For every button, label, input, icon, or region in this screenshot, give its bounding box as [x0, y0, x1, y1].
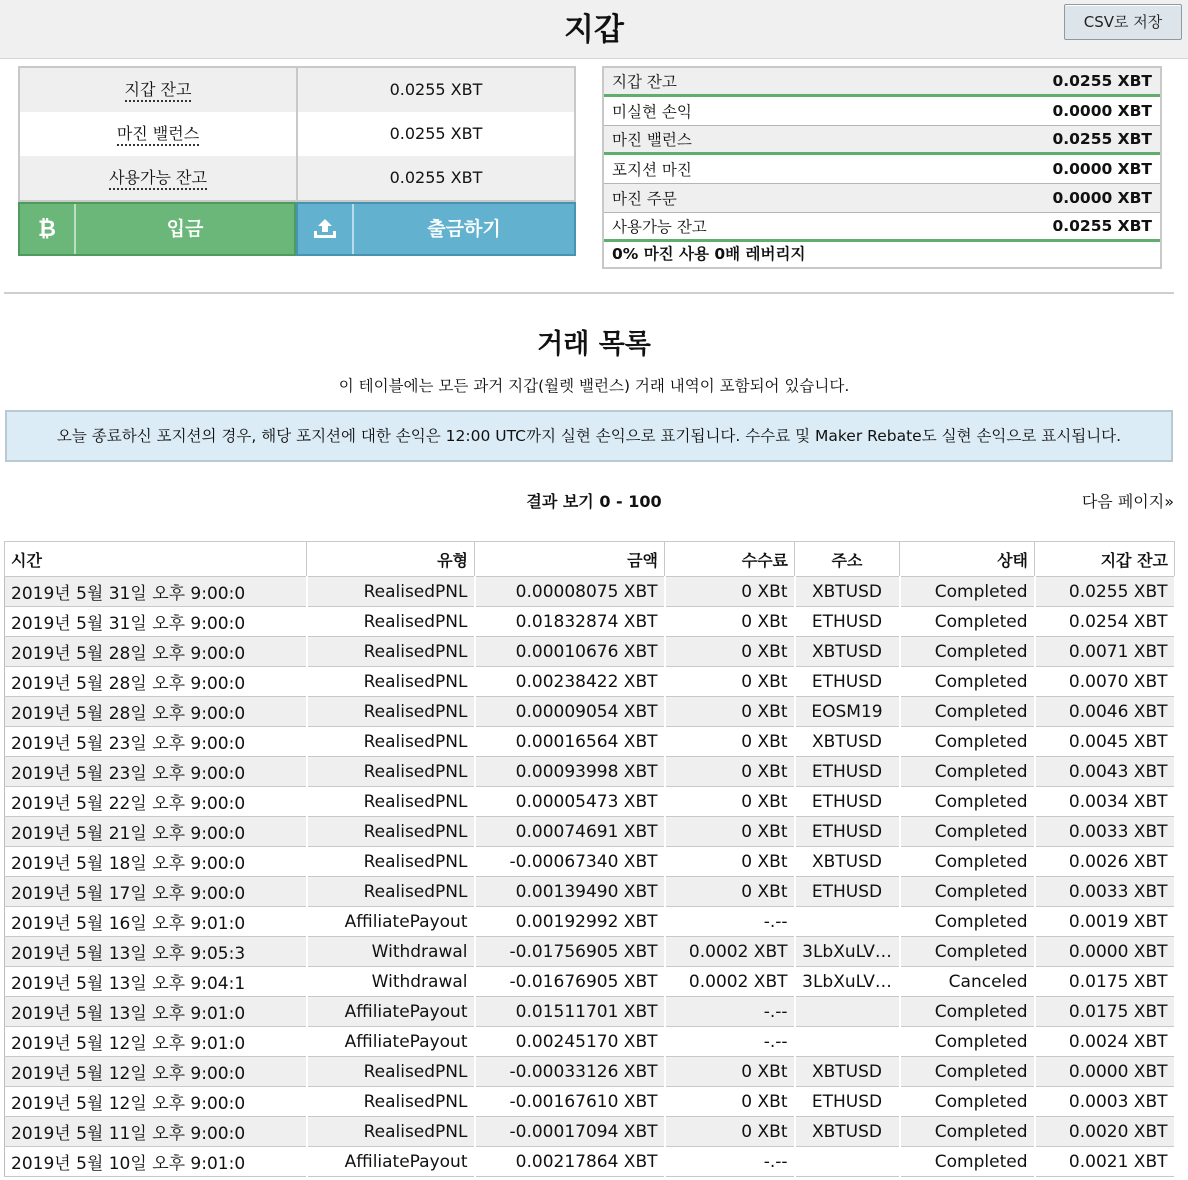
cell-status: Completed: [900, 937, 1035, 967]
cell-time: 2019년 5월 28일 오후 9:00:0: [5, 637, 307, 667]
bitcoin-icon: ₿: [20, 204, 76, 254]
balance-row: [20, 112, 574, 156]
balance-row: [20, 156, 574, 200]
cell-wallet-balance: 0.0033 XBT: [1035, 817, 1175, 847]
cell-type: RealisedPNL: [307, 817, 475, 847]
table-row: [5, 877, 1175, 907]
cell-address: [795, 997, 900, 1027]
cell-type: RealisedPNL: [307, 787, 475, 817]
balance-value: 0.0255 XBT: [389, 80, 483, 99]
summary-label: 미실현 손익: [612, 103, 692, 121]
info-notice: 오늘 종료하신 포지션의 경우, 해당 포지션에 대한 손익은 12:00 UTC까지 실현 손익으로 표기됩니다. 수수료 및 Maker Rebate도 실현 손익으로 표시됩니다.: [5, 410, 1173, 462]
cell-amount: 0.00217864 XBT: [475, 1147, 665, 1177]
table-row: [5, 1147, 1175, 1177]
cell-amount: 0.00010676 XBT: [475, 637, 665, 667]
margin-usage-text: 0% 마진 사용 0배 레버리지: [612, 245, 806, 263]
cell-wallet-balance: 0.0046 XBT: [1035, 697, 1175, 727]
cell-address: XBTUSD: [795, 1117, 900, 1147]
cell-address: ETHUSD: [795, 1087, 900, 1117]
cell-fee: 0 XBt: [665, 727, 795, 757]
cell-fee: 0 XBt: [665, 787, 795, 817]
cell-time: 2019년 5월 16일 오후 9:01:0: [5, 907, 307, 937]
table-row: [5, 577, 1175, 607]
cell-type: RealisedPNL: [307, 697, 475, 727]
cell-time: 2019년 5월 13일 오후 9:05:3: [5, 937, 307, 967]
cell-address: ETHUSD: [795, 607, 900, 637]
column-header-status[interactable]: 상태: [900, 542, 1035, 577]
cell-wallet-balance: 0.0254 XBT: [1035, 607, 1175, 637]
table-row: [5, 907, 1175, 937]
balance-value: 0.0255 XBT: [389, 124, 483, 143]
column-header-wallet-balance[interactable]: 지갑 잔고: [1035, 542, 1175, 577]
summary-row: [604, 155, 1160, 184]
summary-value: 0.0000 XBT: [1052, 189, 1152, 207]
cell-status: Completed: [900, 667, 1035, 697]
cell-status: Completed: [900, 1087, 1035, 1117]
cell-time: 2019년 5월 28일 오후 9:00:0: [5, 697, 307, 727]
cell-amount: 0.00093998 XBT: [475, 757, 665, 787]
cell-wallet-balance: 0.0043 XBT: [1035, 757, 1175, 787]
table-row: [5, 997, 1175, 1027]
cell-wallet-balance: 0.0070 XBT: [1035, 667, 1175, 697]
cell-type: RealisedPNL: [307, 727, 475, 757]
cell-wallet-balance: 0.0033 XBT: [1035, 877, 1175, 907]
cell-amount: 0.00192992 XBT: [475, 907, 665, 937]
column-header-time[interactable]: 시간: [5, 542, 307, 577]
history-description: 이 테이블에는 모든 과거 지갑(월렛 밸런스) 거래 내역이 포함되어 있습니다.: [338, 377, 850, 395]
cell-address: ETHUSD: [795, 757, 900, 787]
cell-fee: 0 XBt: [665, 757, 795, 787]
cell-amount: 0.00238422 XBT: [475, 667, 665, 697]
deposit-button[interactable]: [18, 202, 296, 256]
cell-type: RealisedPNL: [307, 877, 475, 907]
cell-wallet-balance: 0.0024 XBT: [1035, 1027, 1175, 1057]
cell-time: 2019년 5월 21일 오후 9:00:0: [5, 817, 307, 847]
cell-status: Completed: [900, 1027, 1035, 1057]
cell-status: Completed: [900, 697, 1035, 727]
table-row: [5, 667, 1175, 697]
cell-time: 2019년 5월 31일 오후 9:00:0: [5, 577, 307, 607]
cell-status: Completed: [900, 1057, 1035, 1087]
cell-type: RealisedPNL: [307, 1087, 475, 1117]
cell-fee: 0 XBt: [665, 847, 795, 877]
cell-time: 2019년 5월 22일 오후 9:00:0: [5, 787, 307, 817]
cell-wallet-balance: 0.0026 XBT: [1035, 847, 1175, 877]
cell-amount: 0.00009054 XBT: [475, 697, 665, 727]
cell-address: XBTUSD: [795, 847, 900, 877]
cell-amount: 0.00139490 XBT: [475, 877, 665, 907]
summary-value: 0.0000 XBT: [1052, 102, 1152, 120]
cell-address: ETHUSD: [795, 877, 900, 907]
results-range: 결과 보기 0 - 100: [526, 492, 662, 511]
cell-fee: 0 XBt: [665, 1117, 795, 1147]
cell-time: 2019년 5월 13일 오후 9:01:0: [5, 997, 307, 1027]
cell-time: 2019년 5월 10일 오후 9:01:0: [5, 1147, 307, 1177]
cell-amount: -0.00167610 XBT: [475, 1087, 665, 1117]
cell-amount: 0.00005473 XBT: [475, 787, 665, 817]
cell-amount: 0.00008075 XBT: [475, 577, 665, 607]
cell-status: Completed: [900, 757, 1035, 787]
table-row: [5, 967, 1175, 997]
cell-address: ETHUSD: [795, 787, 900, 817]
column-header-type[interactable]: 유형: [307, 542, 475, 577]
cell-type: RealisedPNL: [307, 577, 475, 607]
table-row: [5, 1057, 1175, 1087]
cell-amount: 0.00016564 XBT: [475, 727, 665, 757]
cell-time: 2019년 5월 12일 오후 9:01:0: [5, 1027, 307, 1057]
cell-amount: 0.01511701 XBT: [475, 997, 665, 1027]
cell-status: Completed: [900, 997, 1035, 1027]
cell-time: 2019년 5월 13일 오후 9:04:1: [5, 967, 307, 997]
cell-address: 3LbXuLV…: [795, 937, 900, 967]
cell-address: EOSM19: [795, 697, 900, 727]
section-divider: [4, 292, 1174, 294]
table-row: [5, 757, 1175, 787]
table-row: [5, 607, 1175, 637]
cell-address: [795, 1147, 900, 1177]
table-row: [5, 847, 1175, 877]
cell-address: ETHUSD: [795, 667, 900, 697]
cell-type: Withdrawal: [307, 967, 475, 997]
next-page-link[interactable]: 다음 페이지»: [1081, 492, 1174, 511]
cell-time: 2019년 5월 11일 오후 9:00:0: [5, 1117, 307, 1147]
summary-row: [604, 68, 1160, 97]
cell-status: Completed: [900, 787, 1035, 817]
cell-wallet-balance: 0.0034 XBT: [1035, 787, 1175, 817]
cell-address: XBTUSD: [795, 727, 900, 757]
balance-label[interactable]: 사용가능 잔고: [109, 168, 207, 190]
cell-amount: -0.00067340 XBT: [475, 847, 665, 877]
cell-status: Completed: [900, 817, 1035, 847]
cell-status: Completed: [900, 1117, 1035, 1147]
csv-export-button[interactable]: CSV로 저장: [1064, 4, 1182, 40]
cell-fee: 0 XBt: [665, 817, 795, 847]
cell-fee: 0 XBt: [665, 667, 795, 697]
cell-amount: -0.00033126 XBT: [475, 1057, 665, 1087]
column-header-amount[interactable]: 금액: [475, 542, 665, 577]
balance-table: [18, 66, 576, 202]
summary-value: 0.0255 XBT: [1052, 130, 1152, 148]
cell-address: XBTUSD: [795, 577, 900, 607]
cell-amount: -0.01756905 XBT: [475, 937, 665, 967]
cell-wallet-balance: 0.0021 XBT: [1035, 1147, 1175, 1177]
deposit-label: 입금: [166, 218, 204, 240]
cell-fee: 0 XBt: [665, 877, 795, 907]
upload-icon: [298, 204, 354, 254]
summary-label: 사용가능 잔고: [612, 218, 707, 236]
table-row: [5, 1117, 1175, 1147]
summary-label: 지갑 잔고: [612, 73, 677, 91]
cell-type: RealisedPNL: [307, 1117, 475, 1147]
cell-type: RealisedPNL: [307, 607, 475, 637]
cell-amount: 0.00074691 XBT: [475, 817, 665, 847]
balance-row: [20, 68, 574, 112]
cell-wallet-balance: 0.0020 XBT: [1035, 1117, 1175, 1147]
cell-fee: 0 XBt: [665, 577, 795, 607]
table-row: [5, 697, 1175, 727]
summary-label: 마진 밸런스: [612, 131, 692, 149]
cell-status: Completed: [900, 577, 1035, 607]
table-row: [5, 1087, 1175, 1117]
cell-time: 2019년 5월 28일 오후 9:00:0: [5, 667, 307, 697]
balance-label[interactable]: 마진 밸런스: [117, 124, 199, 146]
cell-amount: 0.00245170 XBT: [475, 1027, 665, 1057]
summary-row: [604, 126, 1160, 155]
cell-amount: -0.00017094 XBT: [475, 1117, 665, 1147]
table-row: [5, 727, 1175, 757]
wallet-summary: [602, 66, 1162, 269]
cell-address: XBTUSD: [795, 1057, 900, 1087]
cell-type: RealisedPNL: [307, 637, 475, 667]
cell-address: ETHUSD: [795, 817, 900, 847]
withdraw-label: 출금하기: [427, 218, 501, 240]
balance-value: 0.0255 XBT: [389, 168, 483, 187]
cell-wallet-balance: 0.0000 XBT: [1035, 1057, 1175, 1087]
table-row: [5, 817, 1175, 847]
cell-time: 2019년 5월 18일 오후 9:00:0: [5, 847, 307, 877]
cell-type: RealisedPNL: [307, 757, 475, 787]
cell-status: Completed: [900, 1147, 1035, 1177]
cell-type: AffiliatePayout: [307, 997, 475, 1027]
table-row: [5, 1027, 1175, 1057]
cell-status: Completed: [900, 907, 1035, 937]
cell-type: RealisedPNL: [307, 667, 475, 697]
cell-status: Canceled: [900, 967, 1035, 997]
cell-wallet-balance: 0.0255 XBT: [1035, 577, 1175, 607]
cell-fee: 0 XBt: [665, 607, 795, 637]
cell-type: AffiliatePayout: [307, 1147, 475, 1177]
withdraw-button[interactable]: [296, 202, 576, 256]
cell-wallet-balance: 0.0045 XBT: [1035, 727, 1175, 757]
cell-fee: 0 XBt: [665, 697, 795, 727]
table-row: [5, 637, 1175, 667]
cell-fee: -.--: [665, 997, 795, 1027]
cell-fee: 0 XBt: [665, 1057, 795, 1087]
cell-wallet-balance: 0.0000 XBT: [1035, 937, 1175, 967]
cell-fee: 0.0002 XBT: [665, 937, 795, 967]
cell-amount: -0.01676905 XBT: [475, 967, 665, 997]
cell-status: Completed: [900, 847, 1035, 877]
cell-wallet-balance: 0.0175 XBT: [1035, 997, 1175, 1027]
summary-value: 0.0255 XBT: [1052, 217, 1152, 235]
cell-address: [795, 907, 900, 937]
summary-row: [604, 213, 1160, 242]
column-header-fee[interactable]: 수수료: [665, 542, 795, 577]
cell-status: Completed: [900, 877, 1035, 907]
cell-time: 2019년 5월 12일 오후 9:00:0: [5, 1087, 307, 1117]
cell-fee: -.--: [665, 1147, 795, 1177]
cell-wallet-balance: 0.0071 XBT: [1035, 637, 1175, 667]
cell-type: Withdrawal: [307, 937, 475, 967]
page-title: 지갑: [564, 12, 624, 48]
cell-fee: -.--: [665, 907, 795, 937]
table-header-row: [5, 542, 1175, 577]
cell-address: 3LbXuLV…: [795, 967, 900, 997]
cell-wallet-balance: 0.0003 XBT: [1035, 1087, 1175, 1117]
cell-status: Completed: [900, 727, 1035, 757]
cell-type: AffiliatePayout: [307, 1027, 475, 1057]
cell-time: 2019년 5월 23일 오후 9:00:0: [5, 757, 307, 787]
cell-status: Completed: [900, 607, 1035, 637]
summary-row: [604, 184, 1160, 213]
cell-address: [795, 1027, 900, 1057]
table-row: [5, 937, 1175, 967]
history-title: 거래 목록: [537, 329, 651, 360]
balance-label[interactable]: 지갑 잔고: [125, 80, 192, 102]
cell-type: AffiliatePayout: [307, 907, 475, 937]
table-row: [5, 787, 1175, 817]
cell-wallet-balance: 0.0019 XBT: [1035, 907, 1175, 937]
header-bar: [0, 0, 1188, 59]
summary-row: [604, 97, 1160, 126]
cell-fee: -.--: [665, 1027, 795, 1057]
summary-label: 마진 주문: [612, 190, 677, 208]
cell-time: 2019년 5월 23일 오후 9:00:0: [5, 727, 307, 757]
summary-label: 포지션 마진: [612, 161, 692, 179]
summary-value: 0.0000 XBT: [1052, 160, 1152, 178]
transaction-table: [4, 541, 1176, 1177]
cell-type: RealisedPNL: [307, 847, 475, 877]
summary-value: 0.0255 XBT: [1052, 72, 1152, 90]
cell-amount: 0.01832874 XBT: [475, 607, 665, 637]
cell-time: 2019년 5월 12일 오후 9:00:0: [5, 1057, 307, 1087]
cell-fee: 0.0002 XBT: [665, 967, 795, 997]
cell-time: 2019년 5월 17일 오후 9:00:0: [5, 877, 307, 907]
cell-wallet-balance: 0.0175 XBT: [1035, 967, 1175, 997]
cell-status: Completed: [900, 637, 1035, 667]
cell-address: XBTUSD: [795, 637, 900, 667]
cell-time: 2019년 5월 31일 오후 9:00:0: [5, 607, 307, 637]
cell-fee: 0 XBt: [665, 637, 795, 667]
cell-fee: 0 XBt: [665, 1087, 795, 1117]
cell-type: RealisedPNL: [307, 1057, 475, 1087]
column-header-address[interactable]: 주소: [795, 542, 900, 577]
